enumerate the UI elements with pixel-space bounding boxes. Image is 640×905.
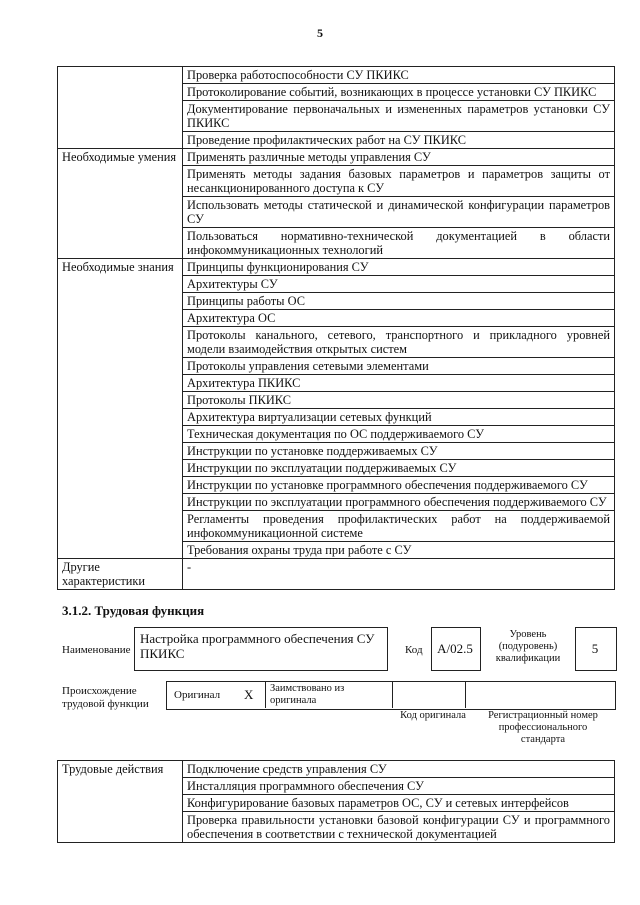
row-item-text: Применять различные методы управления СУ <box>183 149 615 166</box>
row-item-text: Инструкции по эксплуатации поддерживаемых СУ <box>183 460 615 477</box>
origin-label: Происхождение трудовой функции <box>62 685 149 710</box>
row-item-text: Инструкции по установке программного обеспечения поддерживаемого СУ <box>183 477 615 494</box>
row-item-text: Архитектуры СУ <box>183 276 615 293</box>
row-item-text: Проверка правильности установки базовой конфигурации СУ и программного обеспечения в соответствии с технической документацией <box>183 812 615 843</box>
code-original-caption: Код оригинала <box>400 710 466 721</box>
origin-divider-1 <box>265 681 266 708</box>
origin-row-box <box>166 681 616 710</box>
row-group-label: Необходимые умения <box>58 149 183 259</box>
row-item-text: - <box>183 559 615 590</box>
row-item-text: Инсталляция программного обеспечения СУ <box>183 778 615 795</box>
row-group-label: Другие характеристики <box>58 559 183 590</box>
row-group-label: Трудовые действия <box>58 761 183 843</box>
row-item-text: Конфигурирование базовых параметров ОС, СУ и сетевых интерфейсов <box>183 795 615 812</box>
reg-number-caption: Регистрационный номер профессионального стандарта <box>488 710 598 745</box>
row-item-text: Инструкции по эксплуатации программного обеспечения поддерживаемого СУ <box>183 494 615 511</box>
table-row <box>58 67 615 84</box>
row-item-text: Применять методы задания базовых параметров и параметров защиты от несанкционированного доступа к СУ <box>183 166 615 197</box>
origin-divider-3 <box>465 681 466 708</box>
labor-actions-table <box>57 760 615 843</box>
original-mark: X <box>244 687 254 702</box>
section-heading: 3.1.2. Трудовая функция <box>62 603 205 618</box>
table-row <box>58 761 615 778</box>
row-item-text: Инструкции по установке поддерживаемых СУ <box>183 443 615 460</box>
origin-divider-2 <box>392 681 393 708</box>
table-row <box>58 559 615 590</box>
table-row <box>58 149 615 166</box>
name-label: Наименование <box>62 644 131 656</box>
row-item-text: Протоколы канального, сетевого, транспортного и прикладного уровней модели взаимодействия открытых систем <box>183 327 615 358</box>
table-row <box>58 259 615 276</box>
row-item-text: Требования охраны труда при работе с СУ <box>183 542 615 559</box>
code-value: A/02.5 <box>437 641 473 656</box>
row-group-label: Необходимые знания <box>58 259 183 559</box>
row-item-text: Подключение средств управления СУ <box>183 761 615 778</box>
level-label: Уровень (подуровень) квалификации <box>495 629 561 664</box>
row-item-text: Принципы работы ОС <box>183 293 615 310</box>
row-item-text: Документирование первоначальных и измененных параметров установки СУ ПКИКС <box>183 101 615 132</box>
row-item-text: Архитектура виртуализации сетевых функций <box>183 409 615 426</box>
row-group-label <box>58 67 183 149</box>
borrowed-label: Заимствовано из оригинала <box>270 683 345 706</box>
row-item-text: Принципы функционирования СУ <box>183 259 615 276</box>
page-number: 5 <box>317 26 323 40</box>
row-item-text: Протоколы ПКИКС <box>183 392 615 409</box>
row-item-text: Архитектура ПКИКС <box>183 375 615 392</box>
row-item-text: Протоколирование событий, возникающих в процессе установки СУ ПКИКС <box>183 84 615 101</box>
row-item-text: Архитектура ОС <box>183 310 615 327</box>
row-item-text: Регламенты проведения профилактических работ на поддерживаемой инфокоммуникационной системе <box>183 511 615 542</box>
row-item-text: Пользоваться нормативно-технической документацией в области инфокоммуникационных технологий <box>183 228 615 259</box>
original-label: Оригинал <box>174 689 221 701</box>
upper-requirements-table <box>57 66 615 590</box>
row-item-text: Проверка работоспособности СУ ПКИКС <box>183 67 615 84</box>
code-label: Код <box>405 644 423 656</box>
name-value: Настройка программного обеспечения СУ ПКИКС <box>140 631 375 661</box>
level-value: 5 <box>591 641 599 656</box>
row-item-text: Использовать методы статической и динамической конфигурации параметров СУ <box>183 197 615 228</box>
row-item-text: Техническая документация по ОС поддерживаемого СУ <box>183 426 615 443</box>
row-item-text: Проведение профилактических работ на СУ ПКИКС <box>183 132 615 149</box>
row-item-text: Протоколы управления сетевыми элементами <box>183 358 615 375</box>
